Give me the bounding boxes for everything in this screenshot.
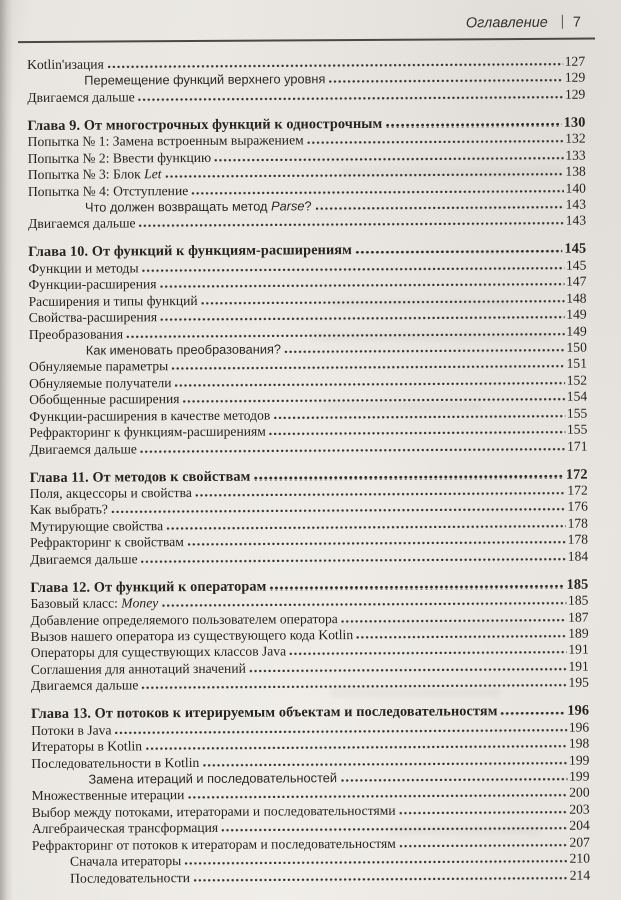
dot-leader	[142, 267, 564, 273]
title-segment: Глава 12. От функций к операторам	[30, 578, 267, 596]
toc-entry-row-page-number: 149	[566, 306, 587, 322]
toc-entry-row-page-number: 138	[565, 163, 586, 179]
toc-entry-row-page-number: 185	[567, 592, 589, 608]
title-segment: Сначала итераторы	[69, 853, 182, 869]
title-segment: Двигаемся дальше	[28, 215, 136, 232]
toc-entry-row-title	[32, 820, 218, 837]
title-segment: Обнуляемые параметры	[28, 358, 169, 375]
toc-entry-row-page-number: 210	[569, 850, 591, 866]
dot-leader	[355, 250, 563, 255]
title-segment: Замена итераций и последовательностей	[88, 770, 338, 787]
toc-entry-row-page-number: 171	[567, 438, 588, 454]
dot-leader	[166, 525, 565, 530]
toc-entry-row-title	[29, 293, 198, 310]
dot-leader	[107, 63, 563, 69]
dot-leader	[193, 876, 568, 881]
toc-entry-row-title	[30, 611, 337, 629]
toc-entry-row-page-number: 154	[566, 388, 588, 405]
toc-entry-row-page-number: 184	[567, 548, 589, 564]
dot-leader	[140, 447, 565, 453]
dot-leader	[145, 745, 567, 751]
toc-entry-row-page-number: 207	[569, 834, 590, 850]
toc-entry-row-page-number: 214	[569, 867, 591, 883]
toc-entry-row-title	[29, 359, 168, 376]
title-segment: Перемещение функций верхнего уровня	[84, 71, 326, 89]
toc-entry-row-page-number: 191	[568, 642, 589, 658]
toc-chapter-row-title	[28, 242, 352, 261]
dot-leader	[201, 299, 565, 304]
toc-entry-row-page-number: 199	[568, 752, 590, 768]
title-segment: Соглашения для аннотаций значений	[30, 660, 246, 677]
dot-leader	[139, 222, 564, 228]
title-segment: ?	[304, 198, 312, 214]
dot-leader	[284, 349, 564, 354]
toc-entry-row	[31, 675, 589, 695]
title-segment: Двигаемся дальше	[30, 551, 138, 567]
toc-entry-row-title	[32, 803, 396, 821]
dot-leader	[160, 283, 565, 288]
dot-leader	[184, 860, 567, 865]
toc-entry-row	[28, 213, 586, 233]
dot-leader	[171, 365, 564, 370]
dot-leader	[399, 811, 568, 815]
dot-leader	[161, 602, 566, 607]
dot-leader	[315, 206, 564, 211]
dot-leader	[221, 827, 567, 832]
toc-entry-row-page-number: 176	[567, 499, 588, 515]
header-separator	[562, 15, 563, 29]
toc-entry-row-title	[32, 853, 181, 870]
dot-leader	[399, 843, 568, 847]
title-segment: Глава 11. От методов к свойствам	[29, 468, 251, 486]
title-segment: Двигаемся дальше	[27, 89, 135, 105]
dot-leader	[328, 79, 562, 83]
toc-entry-row-title	[27, 89, 135, 106]
title-segment: Попытка № 1: Замена встроенным выражением	[27, 132, 304, 150]
toc-entry-row-page-number: 147	[566, 273, 587, 289]
dot-leader	[195, 492, 566, 497]
title-segment: Добавление определяемого пользователем оператора	[30, 610, 338, 628]
title-segment: Вызов нашего оператора из существующего кода Kotlin	[30, 627, 354, 645]
title-segment: Базовый класс:	[30, 595, 122, 612]
title-segment: Глава 9. От многострочных функций к однострочным	[27, 115, 383, 134]
toc-entry-row-title	[29, 309, 158, 326]
dot-leader	[289, 651, 566, 656]
toc-entry-row-page-number: 172	[567, 482, 588, 498]
dot-leader	[111, 508, 566, 514]
toc-entry-row-page-number: 155	[566, 421, 588, 437]
toc-entry-row-title	[29, 407, 270, 424]
toc-entry-row-title	[29, 326, 123, 343]
title-segment: Функции и методы	[28, 260, 139, 276]
title-segment: Потоки в Java	[31, 722, 112, 738]
toc-entry-row-title	[28, 183, 188, 200]
toc-entry-row-title	[31, 722, 111, 738]
toc-entry-row-title	[32, 870, 190, 887]
toc-entry-row-title	[31, 661, 246, 678]
toc-entry-row-title	[31, 627, 354, 645]
title-segment: Попытка № 2: Ввести функцию	[27, 149, 212, 166]
toc-entry-row-page-number: 143	[565, 213, 587, 229]
title-segment: Операторы для существующих классов Java	[30, 643, 287, 661]
title-segment: Функции-расширения	[28, 276, 157, 293]
title-segment: Свойства-расширения	[28, 309, 158, 326]
dot-leader	[385, 123, 561, 127]
toc-chapter-row-page-number: 185	[566, 576, 589, 593]
dot-leader	[341, 618, 566, 622]
title-italic-segment: Money	[121, 595, 159, 611]
title-segment: Поля, акцессоры и свойства	[29, 485, 192, 502]
title-segment: Итераторы в Kotlin	[31, 738, 143, 755]
toc-entry-row-title	[30, 551, 138, 568]
toc-entry-row-title	[29, 391, 179, 408]
toc-entry-row-title	[30, 485, 192, 502]
toc-entry-row-page-number: 204	[569, 817, 590, 834]
dot-leader	[141, 684, 566, 690]
toc-chapter-row-page-number: 172	[565, 466, 588, 483]
toc-chapter-row-title	[27, 116, 382, 135]
toc-entry-row-title	[31, 678, 139, 695]
title-segment: Последовательности	[70, 869, 191, 886]
toc-entry-row-page-number: 189	[568, 625, 589, 641]
title-segment: Рефракторинг к функциям-расширениям	[29, 423, 266, 441]
toc-entry-row-page-number: 200	[569, 785, 590, 801]
dot-leader	[501, 712, 566, 716]
toc-entry-row-page-number: 152	[566, 372, 588, 388]
toc-entry-row	[29, 438, 587, 458]
toc-entry-row-page-number: 143	[565, 196, 587, 212]
dot-leader	[187, 541, 566, 546]
toc-entry-row-page-number: 127	[564, 53, 586, 69]
toc-entry-row-title	[31, 738, 142, 755]
dot-leader	[273, 414, 565, 419]
title-segment: Глава 10. От функций к функциям-расширениям	[28, 242, 353, 261]
toc-entry-row-title	[27, 72, 325, 89]
title-segment: Глава 13. От потоков к итерируемым объектам и последовательностям	[31, 703, 498, 723]
dot-leader	[126, 332, 564, 338]
title-segment: Что должен возвращать метод	[84, 198, 272, 215]
toc-entry-row-page-number: 178	[567, 515, 588, 531]
toc-chapter-row-title	[30, 578, 266, 596]
title-segment: Обобщенные расширения	[29, 391, 180, 408]
toc-entry-row-title	[28, 150, 212, 167]
toc-entry-row-page-number: 155	[566, 405, 588, 421]
title-italic-segment: Let	[144, 166, 162, 182]
title-segment: Мутирующие свойства	[29, 518, 164, 534]
toc-entry-row-page-number: 132	[565, 130, 586, 146]
toc-entry-row-title	[28, 260, 138, 277]
running-header-title: Оглавление	[465, 14, 548, 32]
toc-entry-row-page-number: 148	[566, 290, 587, 306]
dot-leader	[340, 778, 567, 782]
title-italic-segment: Parse	[270, 198, 305, 214]
title-segment: Последовательности в Kotlin	[31, 754, 200, 771]
title-segment: Двигаемся дальше	[30, 677, 139, 694]
toc-entry-row-page-number: 198	[568, 735, 590, 751]
dot-leader	[138, 96, 563, 102]
toc-entry-row-title	[27, 57, 104, 73]
toc-entry-row-page-number: 140	[565, 180, 586, 196]
toc-chapter-row-title	[31, 703, 498, 723]
dot-leader	[269, 431, 565, 436]
toc-entry-row-title	[30, 534, 184, 551]
toc-entry-row-title	[28, 198, 312, 215]
dot-leader	[114, 728, 566, 734]
toc-entry-row-page-number: 133	[565, 147, 586, 163]
title-segment: Kotlin'изация	[27, 56, 104, 73]
toc-chapter-row-page-number: 130	[563, 114, 586, 131]
toc-chapter-row-page-number: 196	[567, 702, 590, 719]
title-segment: Обнуляемые получатели	[29, 375, 172, 391]
table-of-contents	[0, 39, 621, 887]
toc-entry-row-title	[31, 770, 337, 787]
toc-entry-row-title	[28, 276, 156, 293]
toc-entry-row	[32, 867, 590, 887]
toc-entry-row-page-number: 195	[568, 674, 589, 691]
toc-entry-row-title	[29, 341, 281, 358]
dot-leader	[175, 382, 565, 387]
title-segment: Попытка № 3: Блок	[27, 166, 145, 183]
dot-leader	[141, 557, 566, 563]
toc-entry-row-page-number: 203	[569, 801, 590, 817]
toc-entry-row-title	[32, 836, 396, 854]
title-segment: Попытка № 4: Отступление	[27, 182, 189, 199]
toc-entry-row-page-number: 129	[564, 86, 586, 102]
toc-entry-row-page-number: 191	[568, 658, 589, 674]
title-segment: Функции-расширения в качестве методов	[29, 407, 271, 424]
toc-entry-row-title	[32, 788, 185, 805]
title-segment: Выбор между потоками, итераторами и последовательностями	[31, 802, 396, 820]
toc-entry-row-title	[29, 375, 172, 392]
dot-leader	[214, 156, 563, 161]
title-segment: Как выбрать?	[29, 501, 108, 518]
toc-chapter-row-page-number: 145	[564, 240, 587, 258]
toc-entry-row-title	[28, 216, 136, 233]
toc-entry-row-page-number: 150	[566, 339, 587, 355]
title-segment: Алгебраическая трансформация	[31, 820, 219, 837]
dot-leader	[307, 140, 564, 145]
toc-entry-row-page-number: 149	[566, 323, 587, 339]
toc-entry-row-title	[31, 644, 287, 662]
title-segment: Рефракторинг от потоков к итераторам и последовательностям	[31, 835, 396, 853]
toc-entry-row-page-number: 145	[565, 257, 587, 273]
toc-entry-row-title	[30, 595, 158, 612]
toc-entry-row-title	[29, 424, 266, 441]
toc-entry-row-title	[28, 133, 304, 151]
running-header	[0, 0, 621, 36]
dot-leader	[202, 761, 567, 766]
toc-entry-row-page-number: 187	[568, 609, 589, 625]
title-segment: Рефракторинг к свойствам	[30, 534, 184, 551]
title-segment: Множественные итерации	[31, 787, 185, 804]
toc-entry-row-title	[31, 755, 199, 772]
dot-leader	[253, 475, 563, 480]
running-header-page-number: 7	[572, 14, 581, 31]
dot-leader	[165, 173, 564, 178]
toc-entry-row-title	[30, 502, 108, 518]
scan-edge-shadow	[0, 0, 13, 900]
dot-leader	[160, 316, 564, 321]
toc-entry-row-page-number: 178	[567, 531, 589, 548]
toc-entry-row-page-number: 129	[564, 70, 586, 86]
toc-entry-row	[30, 548, 588, 568]
dot-leader	[356, 635, 566, 639]
toc-entry-row-title	[28, 166, 162, 183]
title-segment: Как именовать преобразования?	[85, 341, 282, 358]
toc-entry-row	[27, 86, 585, 106]
dot-leader	[187, 794, 567, 799]
dot-leader	[249, 668, 567, 673]
toc-entry-row-title	[29, 441, 137, 458]
toc-entry-row-page-number: 196	[568, 719, 590, 735]
toc-entry-row-title	[30, 518, 163, 535]
toc-entry-row-page-number: 199	[569, 768, 590, 784]
toc-entry-row-page-number: 151	[566, 356, 588, 372]
dot-leader	[269, 585, 564, 590]
title-segment: Двигаемся дальше	[29, 440, 137, 457]
toc-chapter-row-title	[30, 468, 251, 486]
dot-leader	[183, 398, 565, 403]
title-segment: Преобразования	[28, 325, 124, 342]
dot-leader	[191, 189, 563, 194]
title-segment: Расширения и типы функций	[28, 292, 198, 309]
